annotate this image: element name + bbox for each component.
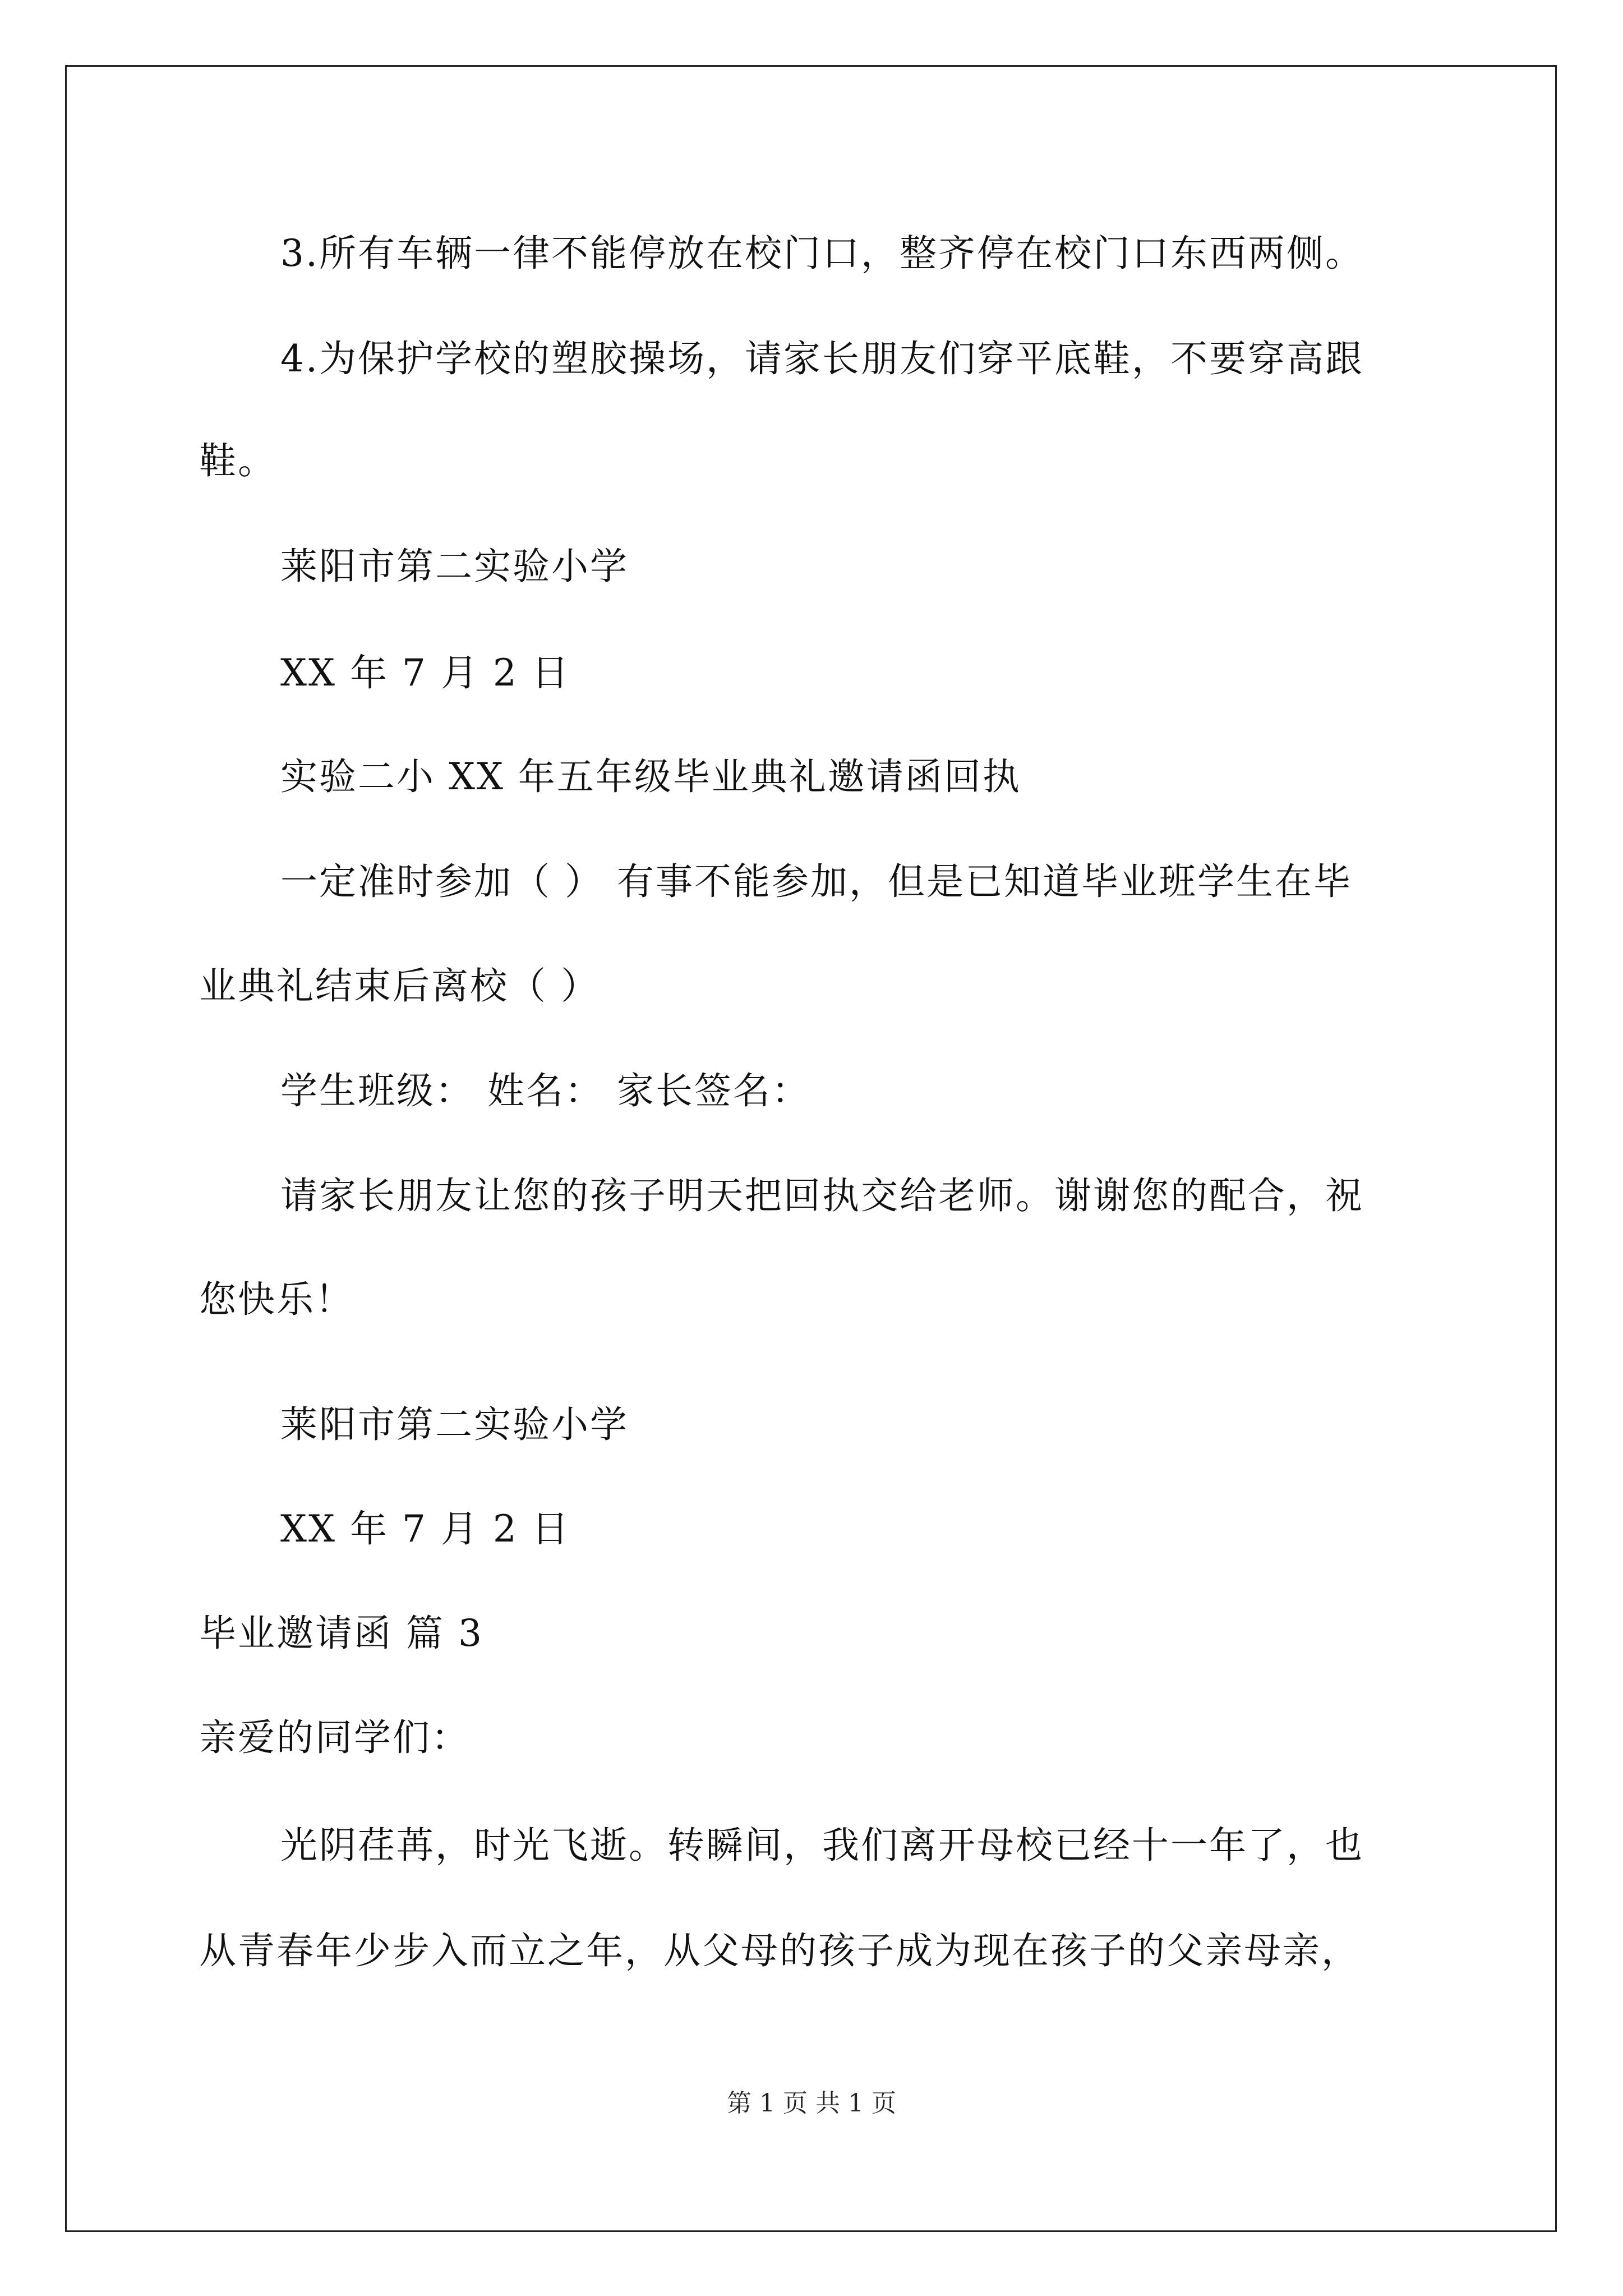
signature-date: XX 年 7 月 2 日 — [280, 651, 570, 694]
return-note: 请家长朋友让您的孩子明天把回执交给老师。谢谢您的配合，祝 — [280, 1174, 1364, 1217]
section-heading: 毕业邀请函 篇 3 — [199, 1612, 483, 1655]
signature-school-2: 莱阳市第二实验小学 — [280, 1403, 629, 1446]
greeting: 亲爱的同学们： — [199, 1716, 470, 1759]
receipt-options-cont: 业典礼结束后离校（ ） — [199, 964, 600, 1007]
signature-date-2: XX 年 7 月 2 日 — [280, 1507, 570, 1550]
body-paragraph-cont: 从青春年少步入而立之年，从父母的孩子成为现在孩子的父亲母亲， — [199, 1929, 1360, 1972]
signature-school: 莱阳市第二实验小学 — [280, 545, 629, 588]
receipt-options: 一定准时参加（ ） 有事不能参加，但是已知道毕业班学生在毕 — [280, 860, 1352, 903]
page-border — [65, 65, 1557, 2232]
paragraph-shoe-rule-cont: 鞋。 — [199, 439, 276, 482]
paragraph-shoe-rule: 4.为保护学校的塑胶操场，请家长朋友们穿平底鞋，不要穿高跟 — [280, 337, 1364, 380]
paragraph-parking-rule: 3.所有车辆一律不能停放在校门口，整齐停在校门口东西两侧。 — [280, 232, 1364, 275]
receipt-fields: 学生班级： 姓名： 家长签名： — [280, 1069, 810, 1112]
return-note-cont: 您快乐！ — [199, 1278, 354, 1321]
page-footer: 第 1 页 共 1 页 — [727, 2089, 896, 2118]
body-paragraph: 光阴荏苒，时光飞逝。转瞬间，我们离开母校已经十一年了，也 — [280, 1824, 1364, 1867]
receipt-title: 实验二小 XX 年五年级毕业典礼邀请函回执 — [280, 755, 1021, 798]
